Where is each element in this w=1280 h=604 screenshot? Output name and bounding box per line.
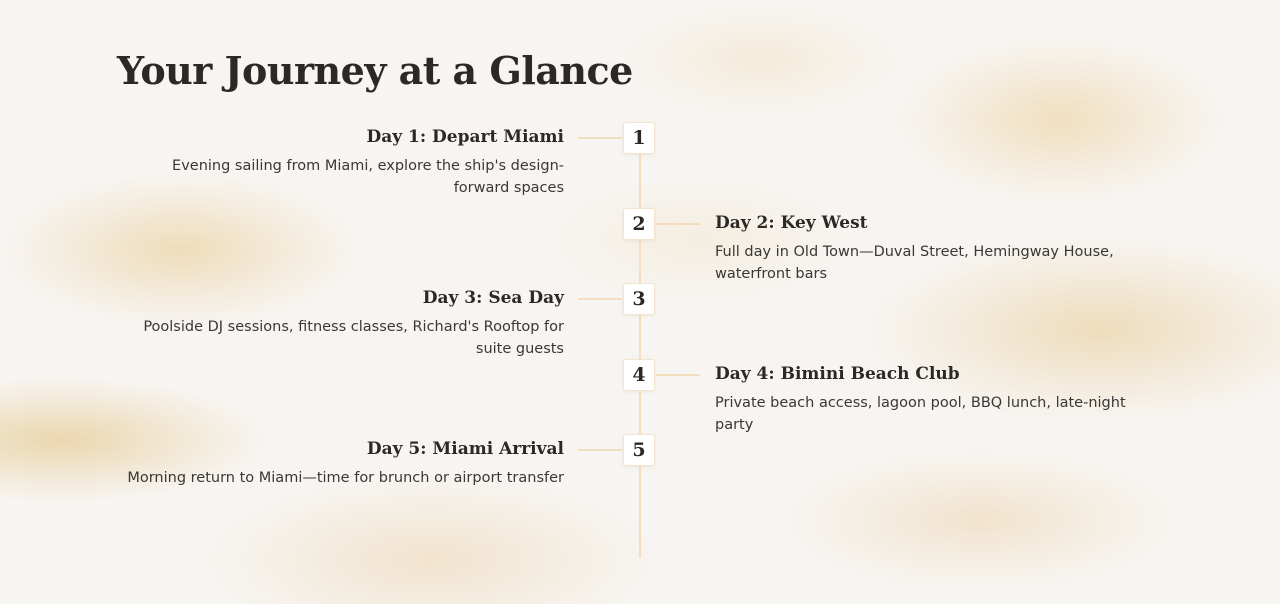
day-description: Morning return to Miami—time for brunch or airport transfer [127, 470, 564, 486]
timeline-item-day-5 [117, 439, 564, 489]
timeline-line [639, 138, 641, 558]
day-badge-4: 4 [623, 359, 655, 391]
day-title: Day 2: Key West [715, 213, 868, 233]
day-title: Day 4: Bimini Beach Club [715, 364, 960, 384]
day-description: Evening sailing from Miami, explore the ship's design-forward spaces [172, 158, 564, 196]
timeline-connector [578, 449, 622, 451]
day-badge-3: 3 [623, 283, 655, 315]
page-title: Your Journey at a Glance [117, 48, 633, 93]
day-description: Poolside DJ sessions, fitness classes, Richard's Rooftop for suite guests [143, 319, 564, 357]
timeline-connector [578, 137, 622, 139]
day-badge-1: 1 [623, 122, 655, 154]
day-badge-2: 2 [623, 208, 655, 240]
day-description: Private beach access, lagoon pool, BBQ lunch, late-night party [715, 395, 1126, 433]
timeline-connector [578, 298, 622, 300]
day-title: Day 5: Miami Arrival [366, 439, 564, 459]
day-description: Full day in Old Town—Duval Street, Hemingway House, waterfront bars [715, 244, 1114, 282]
timeline-item-day-2 [715, 213, 1135, 285]
timeline-connector [656, 223, 700, 225]
day-title: Day 1: Depart Miami [366, 127, 564, 147]
timeline-item-day-3 [117, 288, 564, 360]
day-badge-5: 5 [623, 434, 655, 466]
timeline-item-day-1 [117, 127, 564, 199]
day-title: Day 3: Sea Day [422, 288, 564, 308]
timeline-item-day-4 [715, 364, 1135, 436]
timeline-connector [656, 374, 700, 376]
